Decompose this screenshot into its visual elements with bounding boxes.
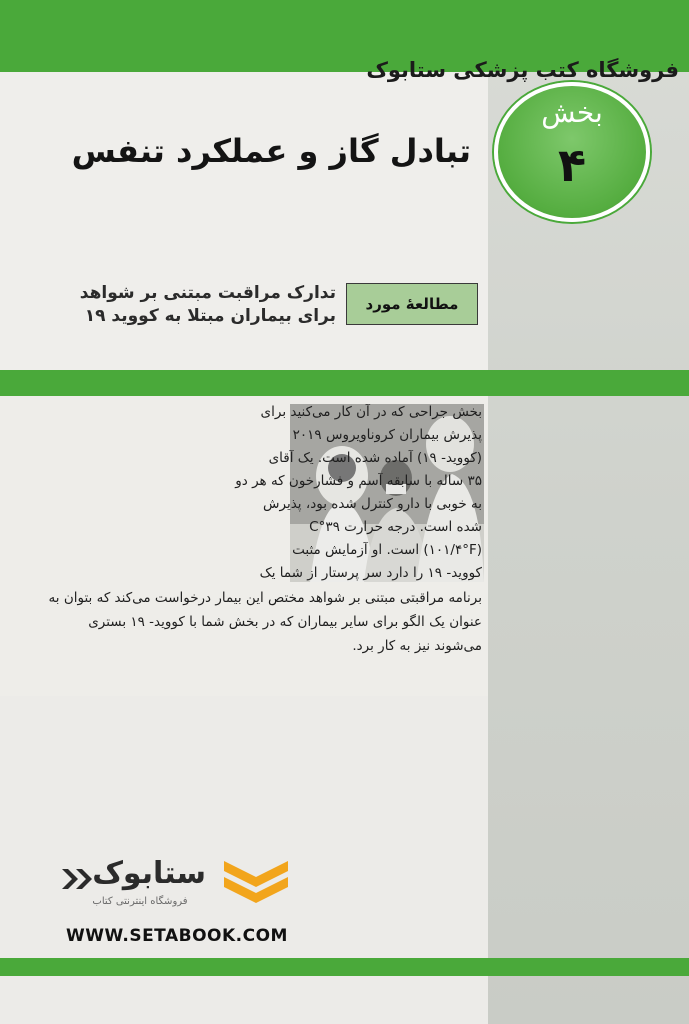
body-text-line: کووید- ۱۹ را دارد سر پرستار از شما یک: [259, 565, 482, 581]
body-text-line: پذیرش بیماران کروناویروس ۲۰۱۹: [292, 427, 482, 443]
body-text-line: می‌شوند نیز به کار برد.: [352, 638, 482, 654]
bottom-green-band: [0, 958, 689, 976]
body-text-line: به خوبی با دارو کنترل شده بود، پذیرش: [263, 496, 482, 512]
chapter-label: بخش: [541, 96, 603, 129]
middle-green-band: [0, 370, 689, 396]
logo-wordmark: ستابوک: [92, 856, 206, 891]
body-text-line: (کووید- ۱۹) آماده شده است. یک آقای: [268, 450, 482, 466]
body-text-line: برنامه مراقبتی مبتنی بر شواهد مختص این بیمار درخواست می‌کند که بتوان به: [48, 590, 482, 606]
website-url[interactable]: WWW.SETABOOK.COM: [66, 926, 288, 946]
body-text-line: شده است. درجه حرارت ۳۹°C: [309, 519, 482, 535]
chapter-title: تبادل گاز و عملکرد تنفس: [71, 132, 471, 170]
case-study-label: مطالعهٔ مورد: [346, 283, 478, 325]
body-text-line: ۳۵ ساله با سابقه آسم و فشارخون که هر دو: [235, 473, 482, 489]
body-text-line: بخش جراحی که در آن کار می‌کنید برای: [260, 404, 482, 420]
logo-subtitle: فروشگاه اینترنتی کتاب: [92, 896, 188, 907]
body-text-line: (۱۰۱/۴°F) است. او آزمایش مثبت: [292, 542, 482, 558]
case-study-title-line: برای بیماران مبتلا به کووید ۱۹: [84, 306, 336, 326]
store-title: فروشگاه کتب پزشکی ستابوک: [366, 58, 679, 82]
body-text-line: عنوان یک الگو برای سایر بیماران که در بخش شما با کووید- ۱۹ بستری: [88, 614, 482, 630]
chapter-number: ۴: [557, 138, 587, 192]
case-study-title-line: تدارک مراقبت مبتنی بر شواهد: [79, 283, 336, 303]
